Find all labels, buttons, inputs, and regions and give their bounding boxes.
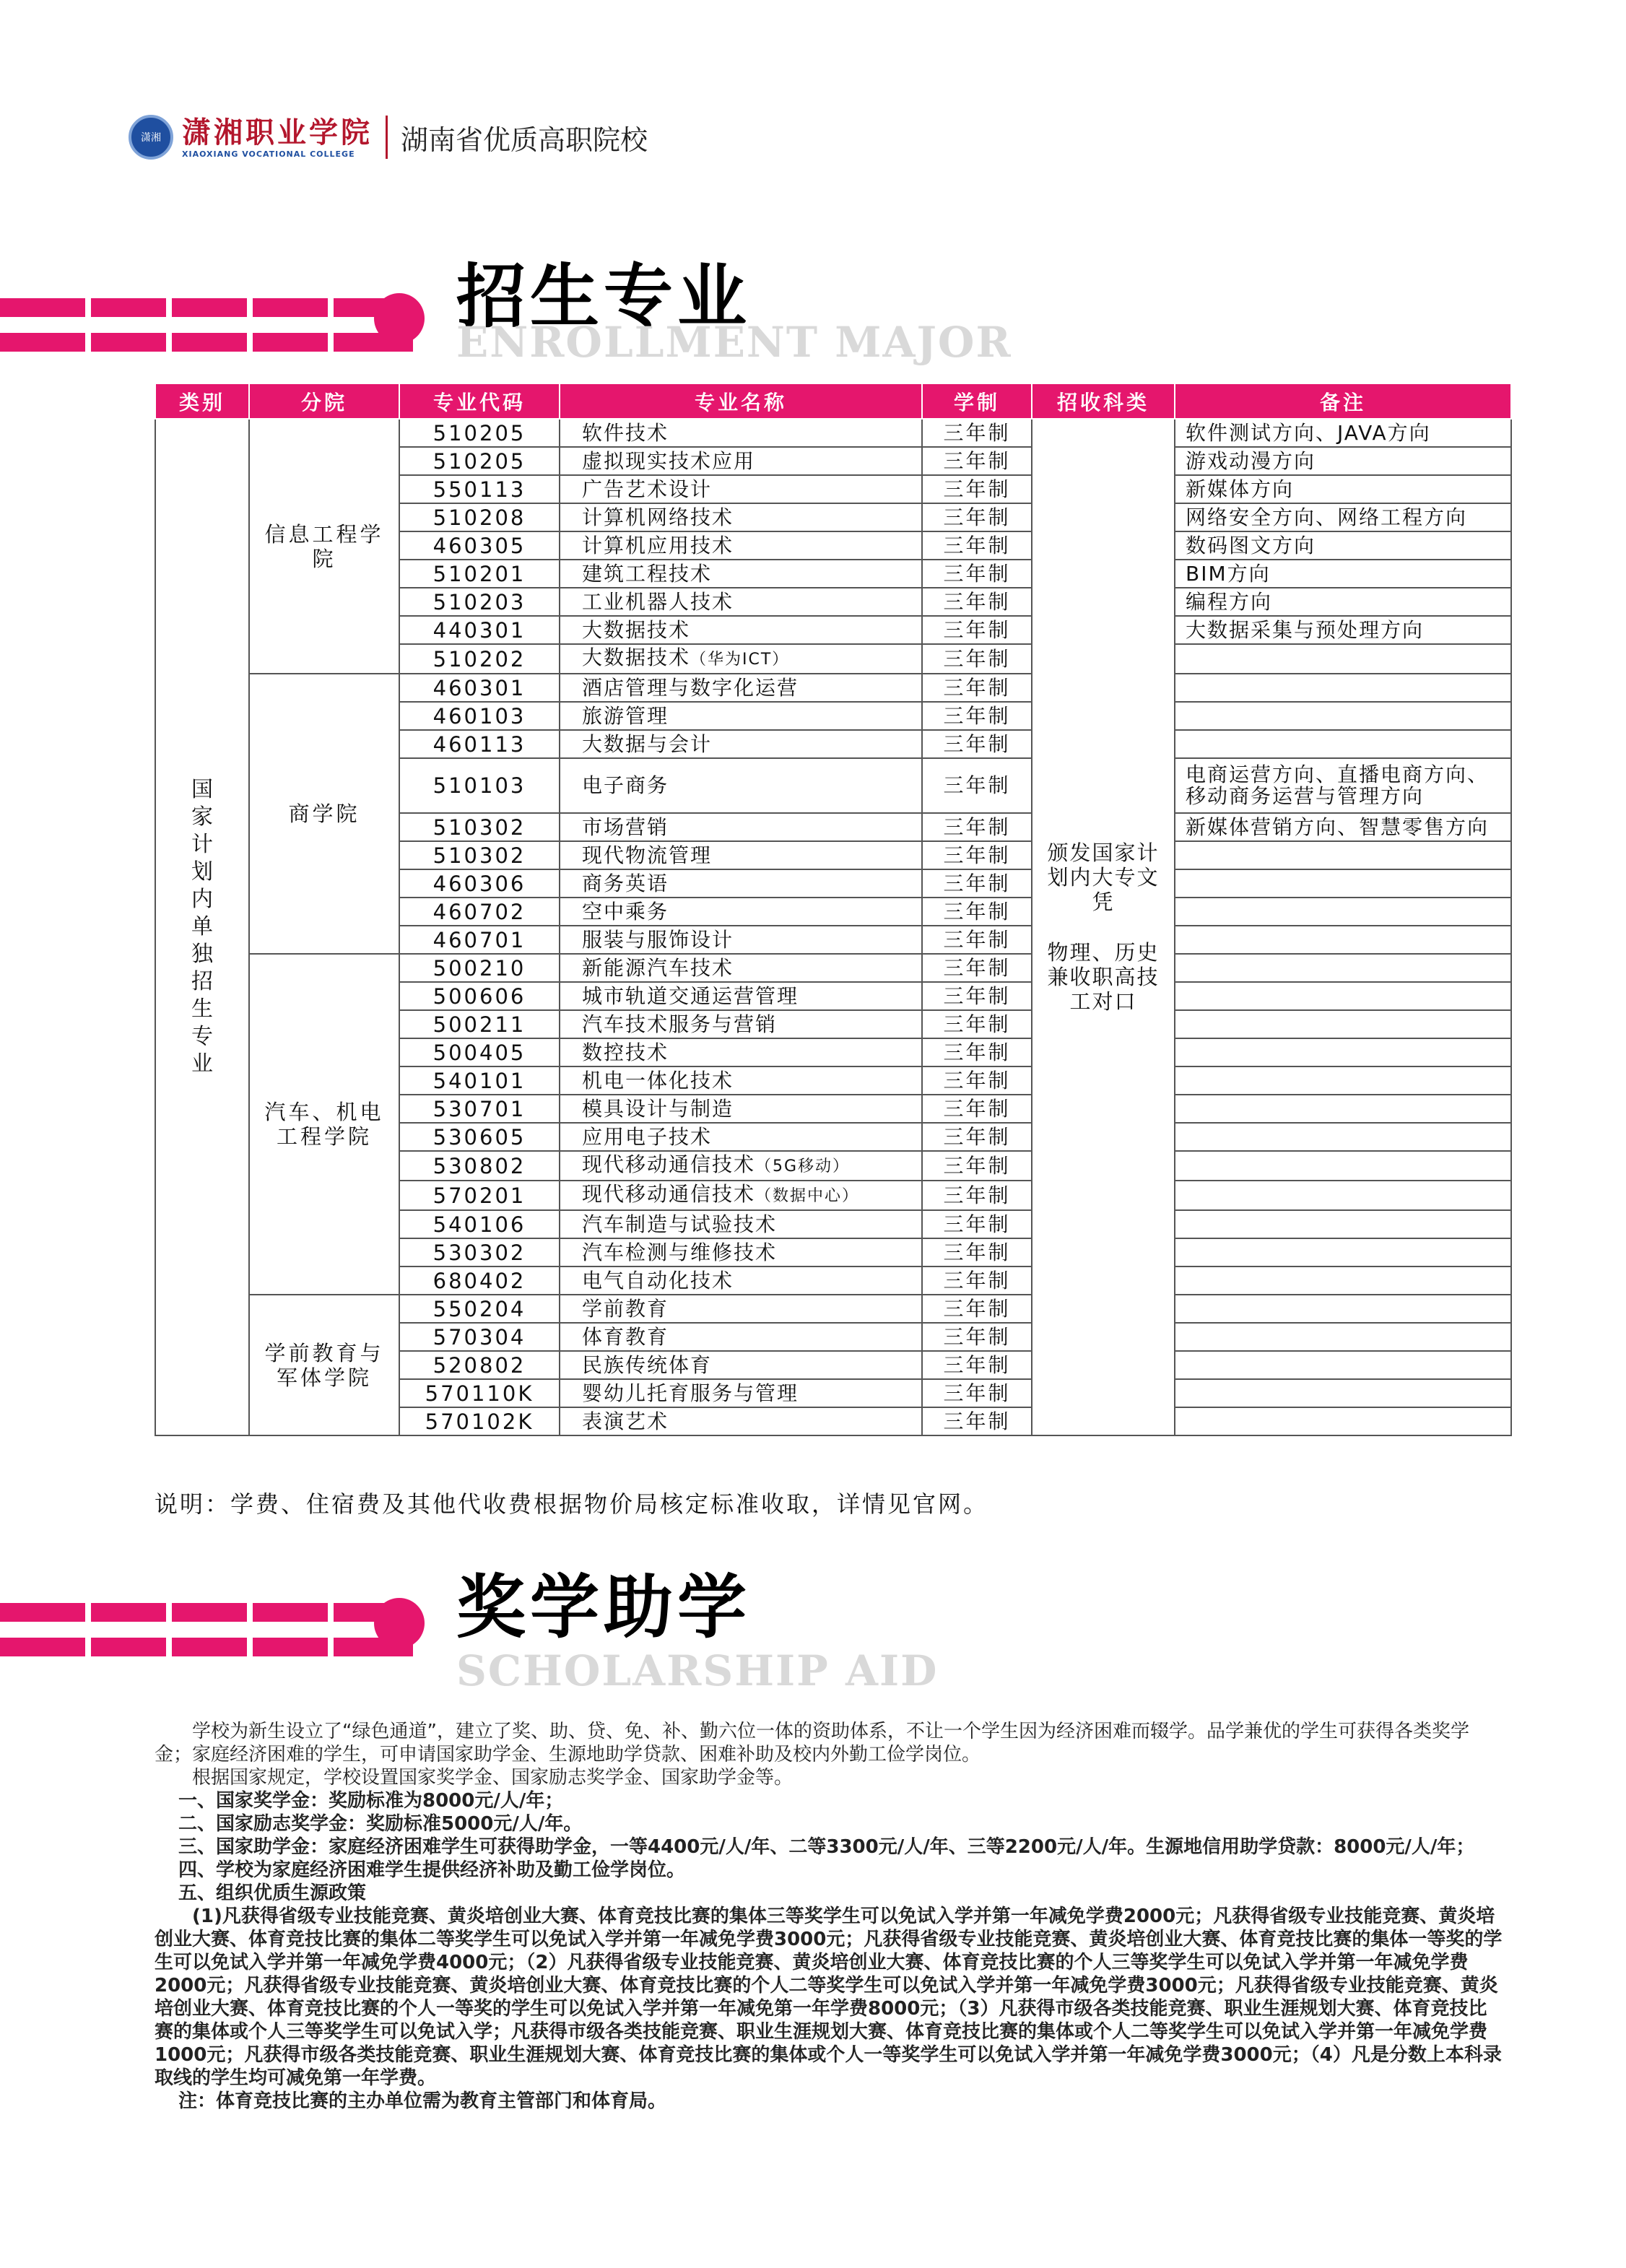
major-code: 460113 <box>399 730 560 758</box>
category-cell <box>155 419 249 1435</box>
major-note <box>1175 1210 1511 1238</box>
major-name-text: 电气自动化技术 <box>582 1268 734 1292</box>
major-name-text: 建筑工程技术 <box>582 561 713 586</box>
major-note <box>1175 1181 1511 1210</box>
table-row <box>155 1295 1511 1323</box>
major-name-text: 电子商务 <box>582 773 669 797</box>
major-duration: 三年制 <box>922 531 1032 560</box>
section-subtitle-enrollment: ENROLLMENT MAJOR <box>456 318 1012 367</box>
major-duration: 三年制 <box>922 982 1032 1010</box>
major-code: 550113 <box>399 475 560 503</box>
major-name <box>560 1010 922 1038</box>
logo-english-name: XIAOXIANG VOCATIONAL COLLEGE <box>182 149 355 159</box>
major-name <box>560 1038 922 1066</box>
major-name <box>560 1295 922 1323</box>
major-name-text: 民族传统体育 <box>582 1352 713 1377</box>
major-code: 540106 <box>399 1210 560 1238</box>
major-code: 510208 <box>399 503 560 531</box>
major-note: BIM方向 <box>1175 560 1511 588</box>
major-name <box>560 926 922 954</box>
major-duration: 三年制 <box>922 588 1032 616</box>
major-duration: 三年制 <box>922 1038 1032 1066</box>
college-cell: 学前教育与军体学院 <box>249 1295 399 1435</box>
section-subtitle-scholarship: SCHOLARSHIP AID <box>456 1646 939 1695</box>
major-name <box>560 1181 922 1210</box>
header-slogan: 湖南省优质高职院校 <box>401 123 648 156</box>
major-duration: 三年制 <box>922 898 1032 926</box>
table-row <box>155 954 1511 982</box>
major-note: 大数据采集与预处理方向 <box>1175 616 1511 644</box>
scholarship-item-2: 二、国家励志奖学金：奖励标准5000元/人/年。 <box>178 1813 583 1835</box>
major-note <box>1175 1095 1511 1123</box>
major-name <box>560 1123 922 1151</box>
major-duration: 三年制 <box>922 1095 1032 1123</box>
major-duration: 三年制 <box>922 813 1032 841</box>
major-name-text: 计算机应用技术 <box>582 533 734 557</box>
header-type: 招收科类 <box>1032 383 1175 419</box>
major-note <box>1175 730 1511 758</box>
major-name-text: 工业机器人技术 <box>582 589 734 614</box>
major-name <box>560 1351 922 1379</box>
deco-gap <box>328 298 334 352</box>
major-name <box>560 560 922 588</box>
major-name-text: 大数据技术 <box>582 617 691 642</box>
major-name-suffix: （5G移动） <box>755 1157 851 1176</box>
major-name <box>560 1210 922 1238</box>
college-cell: 商学院 <box>249 674 399 954</box>
major-code: 510103 <box>399 758 560 813</box>
major-code: 460305 <box>399 531 560 560</box>
deco-bar-bottom <box>0 333 413 352</box>
major-name-text: 空中乘务 <box>582 899 669 924</box>
major-note: 新媒体营销方向、智慧零售方向 <box>1175 813 1511 841</box>
major-note <box>1175 926 1511 954</box>
major-name <box>560 898 922 926</box>
major-duration: 三年制 <box>922 616 1032 644</box>
major-note <box>1175 1238 1511 1266</box>
major-name-text: 现代物流管理 <box>582 843 713 867</box>
deco-gap <box>328 1603 334 1656</box>
major-name-text: 广告艺术设计 <box>582 477 713 501</box>
major-name <box>560 588 922 616</box>
major-duration: 三年制 <box>922 758 1032 813</box>
major-note <box>1175 1379 1511 1407</box>
major-name-text: 大数据技术 <box>582 646 691 669</box>
deco-circle-icon <box>374 293 425 344</box>
major-duration: 三年制 <box>922 475 1032 503</box>
major-duration: 三年制 <box>922 1010 1032 1038</box>
major-duration: 三年制 <box>922 869 1032 898</box>
major-code: 570102K <box>399 1407 560 1435</box>
table-row <box>155 674 1511 702</box>
major-name-text: 模具设计与制造 <box>582 1096 734 1121</box>
major-code: 510203 <box>399 588 560 616</box>
major-name <box>560 1407 922 1435</box>
scholarship-body <box>155 1720 1505 2113</box>
section-title-enrollment: 招生专业 <box>456 256 751 337</box>
major-name <box>560 841 922 869</box>
major-duration: 三年制 <box>922 1181 1032 1210</box>
major-code: 530605 <box>399 1123 560 1151</box>
enroll-type-cell <box>1032 419 1175 1435</box>
major-note: 编程方向 <box>1175 588 1511 616</box>
major-name-text: 数控技术 <box>582 1040 669 1064</box>
deco-gap <box>166 1603 172 1656</box>
header-code: 专业代码 <box>399 383 560 419</box>
major-code: 540101 <box>399 1066 560 1095</box>
major-note <box>1175 1266 1511 1295</box>
scholarship-policy: 根据国家规定，学校设置国家奖学金、国家励志奖学金、国家助学金等。 <box>192 1767 794 1789</box>
major-code: 460702 <box>399 898 560 926</box>
header-category: 类别 <box>155 383 249 419</box>
major-duration: 三年制 <box>922 560 1032 588</box>
deco-gap <box>166 298 172 352</box>
major-duration: 三年制 <box>922 1210 1032 1238</box>
major-duration: 三年制 <box>922 1323 1032 1351</box>
major-note <box>1175 702 1511 730</box>
scholarship-item-4: 四、学校为家庭经济困难学生提供经济补助及勤工俭学岗位。 <box>178 1859 686 1881</box>
major-name-text: 商务英语 <box>582 871 669 895</box>
category-label: 国家计划内单独招生专业 <box>191 777 213 1077</box>
major-note <box>1175 1351 1511 1379</box>
major-code: 460103 <box>399 702 560 730</box>
section-title-scholarship: 奖学助学 <box>456 1566 751 1648</box>
major-note <box>1175 644 1511 674</box>
major-code: 440301 <box>399 616 560 644</box>
major-name <box>560 503 922 531</box>
major-code: 460301 <box>399 674 560 702</box>
major-duration: 三年制 <box>922 1123 1032 1151</box>
major-name <box>560 1266 922 1295</box>
header-duration: 学制 <box>922 383 1032 419</box>
major-name <box>560 1379 922 1407</box>
scholarship-item-1: 一、国家奖学金：奖励标准为8000元/人/年； <box>178 1790 564 1812</box>
table-row <box>155 419 1511 447</box>
major-name-text: 虚拟现实技术应用 <box>582 448 756 473</box>
deco-gap <box>85 1603 91 1656</box>
major-name-text: 计算机网络技术 <box>582 505 734 529</box>
major-code: 570304 <box>399 1323 560 1351</box>
college-emblem-icon: 潇湘 <box>129 115 173 160</box>
major-note <box>1175 1038 1511 1066</box>
major-name-text: 体育教育 <box>582 1324 669 1349</box>
major-name-text: 现代移动通信技术 <box>582 1152 756 1176</box>
page-header <box>129 108 648 166</box>
major-duration: 三年制 <box>922 419 1032 447</box>
major-name-text: 汽车技术服务与营销 <box>582 1012 778 1036</box>
major-name <box>560 475 922 503</box>
major-note <box>1175 841 1511 869</box>
major-code: 520802 <box>399 1351 560 1379</box>
major-code: 500211 <box>399 1010 560 1038</box>
major-name <box>560 758 922 813</box>
major-name-text: 汽车检测与维修技术 <box>582 1240 778 1264</box>
major-note <box>1175 674 1511 702</box>
major-code: 570110K <box>399 1379 560 1407</box>
major-name-text: 应用电子技术 <box>582 1124 713 1149</box>
major-note: 游戏动漫方向 <box>1175 447 1511 475</box>
header-note: 备注 <box>1175 383 1511 419</box>
major-code: 510302 <box>399 841 560 869</box>
major-duration: 三年制 <box>922 1266 1032 1295</box>
major-note <box>1175 1407 1511 1435</box>
major-name <box>560 1323 922 1351</box>
major-name-text: 服装与服饰设计 <box>582 927 734 952</box>
major-name <box>560 869 922 898</box>
logo-chinese-name: 潇湘职业学院 <box>182 115 373 149</box>
major-name <box>560 1151 922 1181</box>
major-name <box>560 982 922 1010</box>
major-name-text: 汽车制造与试验技术 <box>582 1212 778 1236</box>
deco-gap <box>85 298 91 352</box>
major-name-text: 新能源汽车技术 <box>582 955 734 980</box>
major-duration: 三年制 <box>922 1407 1032 1435</box>
enroll-type-diploma: 颁发国家计划内大专文凭 <box>1047 840 1160 914</box>
major-note: 新媒体方向 <box>1175 475 1511 503</box>
major-name-text: 市场营销 <box>582 814 669 839</box>
major-name-text: 现代移动通信技术 <box>582 1182 756 1206</box>
college-cell: 汽车、机电工程学院 <box>249 954 399 1295</box>
major-name-text: 婴幼儿托育服务与管理 <box>582 1381 799 1405</box>
major-name <box>560 730 922 758</box>
deco-bar-bottom <box>0 1638 413 1656</box>
major-duration: 三年制 <box>922 1238 1032 1266</box>
major-code: 550204 <box>399 1295 560 1323</box>
major-note <box>1175 982 1511 1010</box>
major-name-text: 表演艺术 <box>582 1409 669 1433</box>
major-note <box>1175 1123 1511 1151</box>
major-name <box>560 954 922 982</box>
major-name-text: 软件技术 <box>582 420 669 445</box>
table-header-row <box>155 383 1511 419</box>
scholarship-intro: 学校为新生设立了“绿色通道”，建立了奖、助、贷、免、补、勤六位一体的资助体系，不让一个学生因为经济困难而辍学。品学兼优的学生可获得各类奖学金；家庭经济困难的学生，可申请国家助学金、生源地助学贷款、困难补助及校内外勤工俭学岗位。 <box>155 1721 1469 1765</box>
major-name <box>560 702 922 730</box>
major-note <box>1175 1295 1511 1323</box>
scholarship-item-3: 三、国家助学金：家庭经济困难学生可获得助学金，一等4400元/人/年、二等3300元/人/年、三等2200元/人/年。生源地信用助学贷款：8000元/人/年； <box>178 1836 1475 1858</box>
major-code: 510205 <box>399 447 560 475</box>
major-note: 网络安全方向、网络工程方向 <box>1175 503 1511 531</box>
major-name <box>560 1238 922 1266</box>
major-duration: 三年制 <box>922 674 1032 702</box>
logo-divider <box>386 116 388 159</box>
major-note: 电商运营方向、直播电商方向、移动商务运营与管理方向 <box>1175 758 1511 813</box>
major-code: 460701 <box>399 926 560 954</box>
major-note: 数码图文方向 <box>1175 531 1511 560</box>
major-duration: 三年制 <box>922 1351 1032 1379</box>
deco-bar-top <box>0 1603 413 1622</box>
major-code: 680402 <box>399 1266 560 1295</box>
enrollment-table <box>155 383 1510 1436</box>
major-name <box>560 616 922 644</box>
major-duration: 三年制 <box>922 1066 1032 1095</box>
major-duration: 三年制 <box>922 1379 1032 1407</box>
scholarship-footnote: 注：体育竞技比赛的主办单位需为教育主管部门和体育局。 <box>178 2090 667 2112</box>
deco-circle-icon <box>374 1598 425 1648</box>
major-code: 510202 <box>399 644 560 674</box>
major-duration: 三年制 <box>922 447 1032 475</box>
major-note <box>1175 954 1511 982</box>
deco-bar-top <box>0 298 413 317</box>
major-note: 软件测试方向、JAVA方向 <box>1175 419 1511 447</box>
header-major: 专业名称 <box>560 383 922 419</box>
major-name-text: 机电一体化技术 <box>582 1068 734 1092</box>
major-code: 460306 <box>399 869 560 898</box>
major-note <box>1175 1151 1511 1181</box>
major-name <box>560 531 922 560</box>
major-code: 530302 <box>399 1238 560 1266</box>
major-code: 510302 <box>399 813 560 841</box>
major-duration: 三年制 <box>922 644 1032 674</box>
major-name-text: 大数据与会计 <box>582 731 713 756</box>
major-code: 570201 <box>399 1181 560 1210</box>
major-duration: 三年制 <box>922 841 1032 869</box>
major-code: 500210 <box>399 954 560 982</box>
major-name <box>560 1066 922 1095</box>
major-name-text: 学前教育 <box>582 1296 669 1321</box>
enroll-type-subjects: 物理、历史兼收职高技工对口 <box>1047 940 1160 1014</box>
major-name <box>560 419 922 447</box>
major-code: 530802 <box>399 1151 560 1181</box>
major-duration: 三年制 <box>922 730 1032 758</box>
header-college: 分院 <box>249 383 399 419</box>
major-note <box>1175 1323 1511 1351</box>
major-code: 500405 <box>399 1038 560 1066</box>
scholarship-item-5: 五、组织优质生源政策 <box>178 1882 367 1904</box>
major-code: 510201 <box>399 560 560 588</box>
major-note <box>1175 898 1511 926</box>
major-duration: 三年制 <box>922 1151 1032 1181</box>
deco-gap <box>247 1603 253 1656</box>
major-name <box>560 674 922 702</box>
major-code: 510205 <box>399 419 560 447</box>
major-name-text: 酒店管理与数字化运营 <box>582 675 799 700</box>
major-name <box>560 1095 922 1123</box>
scholarship-competition-policy: (1)凡获得省级专业技能竞赛、黄炎培创业大赛、体育竞技比赛的集体三等奖学生可以免试入学并第一年减免学费2000元；凡获得省级专业技能竞赛、黄炎培创业大赛、体育竞技比赛的集体二等奖学生可以免试入学并第一年减免学费3000元；凡获得省级专业技能竞赛、黄炎培创业大赛、体育竞技比赛的集体一等奖的学生可以免试入学并第一年减免学费4000元；（2）凡获得省级专业技能竞赛、黄炎培创业大赛、体育竞技比赛的个人三等奖学生可以免试入学并第一年减免学费2000元；凡获得省级专业技能竞赛、黄炎培创业大赛、体育竞技比赛的个人二等奖学生可以免试入学并第一年减免学费3000元；凡获得省级专业技能竞赛、黄炎培创业大赛、体育竞技比赛的个人一等奖的学生可以免试入学并第一年减免第一年学费8000元；（3）凡获得市级各类技能竞赛、职业生涯规划大赛、体育竞技比赛的集体或个人三等奖学生可以免试入学；凡获得市级各类技能竞赛、职业生涯规划大赛、体育竞技比赛的集体或个人二等奖学生可以免试入学并第一年减免学费1000元；凡获得市级各类技能竞赛、职业生涯规划大赛、体育竞技比赛的集体或个人一等奖学生可以免试入学并第一年减免学费3000元；（4）凡是分数上本科录取线的学生均可减免第一年学费。 <box>155 1906 1503 2089</box>
major-duration: 三年制 <box>922 926 1032 954</box>
major-duration: 三年制 <box>922 954 1032 982</box>
major-name-text: 城市轨道交通运营管理 <box>582 983 799 1008</box>
major-duration: 三年制 <box>922 702 1032 730</box>
major-code: 530701 <box>399 1095 560 1123</box>
major-note <box>1175 1010 1511 1038</box>
major-name <box>560 813 922 841</box>
major-code: 500606 <box>399 982 560 1010</box>
major-name-suffix: （华为ICT） <box>690 651 790 669</box>
major-note <box>1175 869 1511 898</box>
college-cell: 信息工程学院 <box>249 419 399 674</box>
major-duration: 三年制 <box>922 1295 1032 1323</box>
major-name <box>560 644 922 674</box>
major-name-suffix: （数据中心） <box>755 1187 860 1205</box>
fee-note: 说明：学费、住宿费及其他代收费根据物价局核定标准收取，详情见官网。 <box>155 1490 989 1518</box>
deco-gap <box>247 298 253 352</box>
major-name <box>560 447 922 475</box>
major-name-text: 旅游管理 <box>582 703 669 728</box>
major-note <box>1175 1066 1511 1095</box>
major-duration: 三年制 <box>922 503 1032 531</box>
college-logo <box>182 116 373 159</box>
